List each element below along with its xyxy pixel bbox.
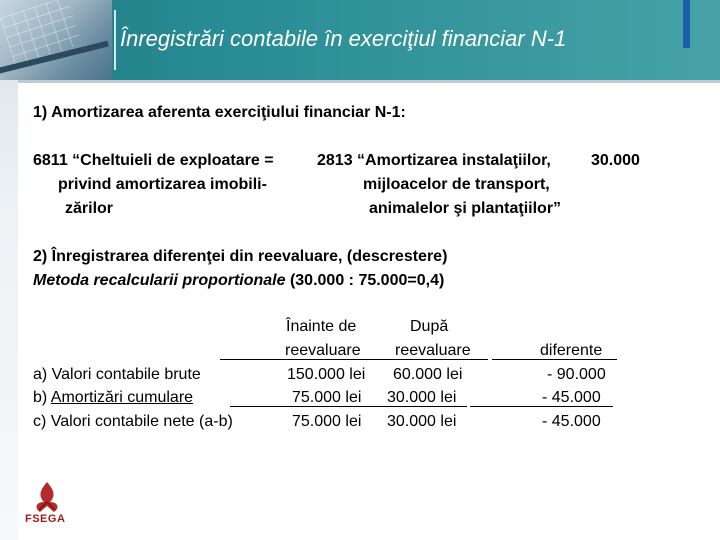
row-b-after: 30.000 lei xyxy=(387,389,457,406)
left-decor-strip xyxy=(0,0,18,540)
credit-account-line1: 2813 “Amortizarea instalaţiilor, xyxy=(317,152,551,169)
row-b-before: 75.000 lei xyxy=(292,389,362,406)
credit-account-line2: mijloacelor de transport, xyxy=(363,176,550,193)
row-a-diff: - 90.000 xyxy=(547,366,606,383)
row-c-diff: - 45.000 xyxy=(542,413,601,430)
row-b-rule-right xyxy=(470,406,613,407)
row-c-label: c) Valori contabile nete (a-b) xyxy=(33,413,233,430)
row-b-label-line xyxy=(33,389,193,407)
debit-account-line1: 6811 “Cheltuieli de exploatare = xyxy=(33,152,274,169)
row-c-after: 30.000 lei xyxy=(387,413,457,430)
debit-account-line3: zărilor xyxy=(65,200,114,217)
row-b-rule-left xyxy=(230,406,467,407)
method-line xyxy=(33,272,444,290)
row-a-before: 150.000 lei xyxy=(287,366,366,383)
section2-heading: 2) Înregistrarea diferenţei din reevaluare, (descrestere) xyxy=(33,248,448,265)
method-formula-open: ( xyxy=(289,272,296,289)
header-divider xyxy=(114,10,116,70)
header-accent-bar xyxy=(683,0,690,48)
slide-title: Înregistrări contabile în exerciţiul financiar N-1 xyxy=(120,26,567,51)
header-rule-right xyxy=(492,359,617,360)
col-diff-header: diferente xyxy=(540,342,603,359)
header-underline xyxy=(18,80,720,83)
method-formula-close: ) xyxy=(438,272,445,289)
col-after-line1: După xyxy=(410,318,449,335)
logo-text: FSEGA xyxy=(25,513,66,525)
method-label: Metoda recalcularii proportionale xyxy=(33,272,286,289)
header-photo-calculator xyxy=(0,0,112,80)
method-formula: 30.000 : 75.000=0,4 xyxy=(295,272,439,289)
row-c-before: 75.000 lei xyxy=(292,413,362,430)
col-before-line2: reevaluare xyxy=(285,342,361,359)
row-a-label: a) Valori contabile brute xyxy=(33,366,201,383)
slide-header xyxy=(0,0,720,80)
row-a-after: 60.000 lei xyxy=(393,366,463,383)
col-after-line2: reevaluare xyxy=(395,342,471,359)
col-before-line1: Înainte de xyxy=(286,318,357,335)
section1-heading: 1) Amortizarea aferenta exerciţiului financiar N-1: xyxy=(33,104,406,121)
row-b-diff: - 45.000 xyxy=(542,389,601,406)
fsega-logo-icon xyxy=(22,480,72,538)
credit-account-line3: animalelor şi plantaţiilor” xyxy=(369,200,562,217)
row-b-prefix: b) xyxy=(33,389,51,406)
header-rule-left xyxy=(220,359,488,360)
entry-amount: 30.000 xyxy=(591,152,640,169)
row-b-label: Amortizări cumulare xyxy=(50,389,194,406)
debit-account-line2: privind amortizarea imobili- xyxy=(58,176,267,193)
